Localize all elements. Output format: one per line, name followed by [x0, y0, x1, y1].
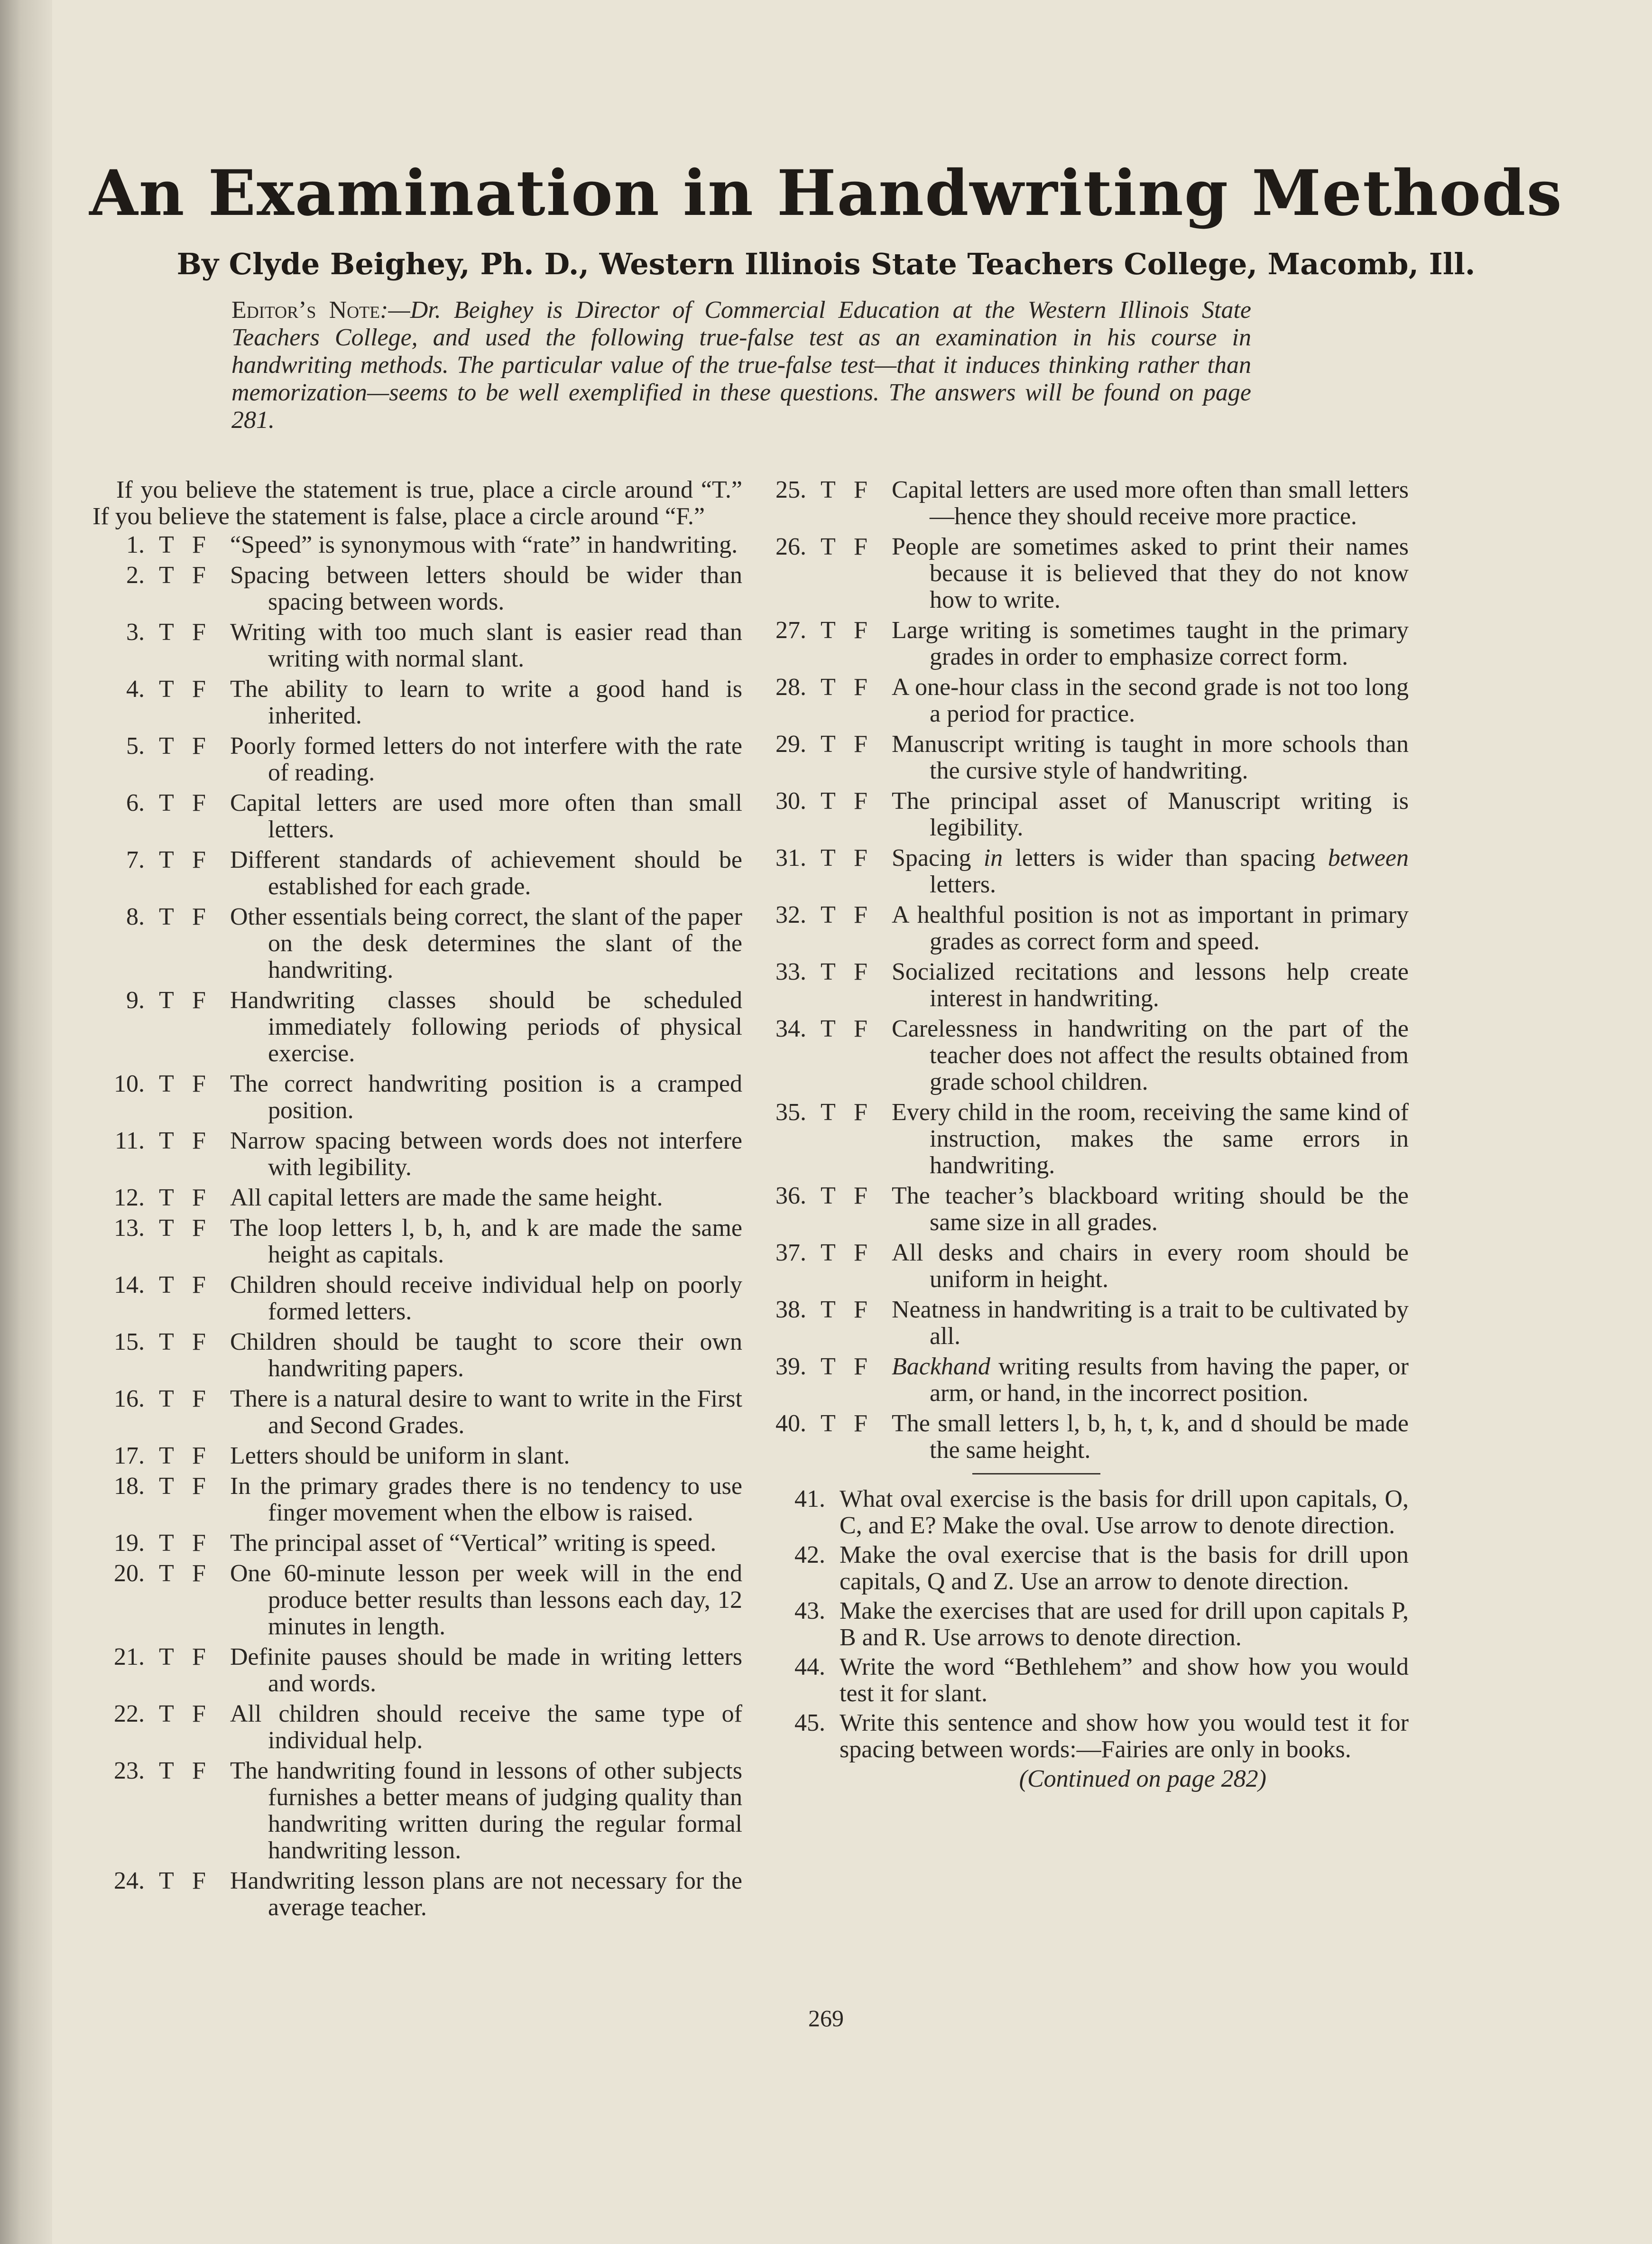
question-text: People are sometimes asked to print their names because it is believed that they do not know how to write.	[892, 533, 1409, 613]
question-number: 24.	[114, 1867, 145, 1894]
false-option: F	[192, 1560, 206, 1587]
false-option: F	[192, 987, 206, 1014]
question-text: Spacing between letters should be wider than spacing between words.	[230, 562, 742, 615]
editors-note	[231, 297, 1251, 434]
question-text: Handwriting lesson plans are not necessary for the average teacher.	[230, 1867, 742, 1921]
question-item	[754, 959, 1409, 1012]
question-text: Definite pauses should be made in writing letters and words.	[230, 1643, 742, 1697]
page-gutter-shadow	[0, 0, 52, 2244]
question-text: All desks and chairs in every room should be uniform in height.	[892, 1239, 1409, 1293]
true-option: T	[821, 1015, 836, 1042]
question-item	[92, 1473, 742, 1526]
false-option: F	[854, 1296, 868, 1323]
true-option: T	[159, 1070, 174, 1097]
question-text: Writing with too much slant is easier read than writing with normal slant.	[230, 619, 742, 672]
question-text: The principal asset of Manuscript writing is legibility.	[892, 788, 1409, 841]
question-number: 38.	[775, 1296, 806, 1323]
question-number: 8.	[126, 903, 145, 930]
question-item	[92, 790, 742, 843]
question-text: Socialized recitations and lessons help create interest in handwriting.	[892, 958, 1409, 1012]
true-option: T	[821, 1410, 836, 1437]
question-item	[754, 788, 1409, 841]
question-number: 36.	[775, 1182, 806, 1209]
true-option: T	[821, 1099, 836, 1126]
question-text: All children should receive the same type of individual help.	[230, 1700, 742, 1754]
question-number: 22.	[114, 1700, 145, 1727]
true-option: T	[821, 1353, 836, 1380]
question-text: Poorly formed letters do not interfere with the rate of reading.	[230, 733, 742, 786]
false-option: F	[192, 1867, 206, 1894]
author-byline: By Clyde Beighey, Ph. D., Western Illinois State Teachers College, Macomb, Ill.	[176, 247, 1476, 281]
question-text: Manuscript writing is taught in more schools than the cursive style of handwriting.	[892, 731, 1409, 784]
question-number: 41.	[794, 1485, 825, 1512]
question-number: 32.	[775, 901, 806, 928]
right-column	[754, 477, 1409, 1792]
question-number: 29.	[775, 731, 806, 758]
false-option: F	[192, 1385, 206, 1412]
question-item	[92, 733, 742, 786]
false-option: F	[192, 1215, 206, 1242]
question-number: 19.	[114, 1530, 145, 1557]
true-option: T	[159, 1328, 174, 1355]
question-text: Narrow spacing between words does not interfere with legibility.	[230, 1127, 742, 1181]
false-option: F	[192, 789, 206, 816]
question-text: Neatness in handwriting is a trait to be cultivated by all.	[892, 1296, 1409, 1350]
question-text: There is a natural desire to want to write in the First and Second Grades.	[230, 1385, 742, 1439]
false-option: F	[854, 1182, 868, 1209]
question-item	[754, 1099, 1409, 1179]
question-item	[92, 532, 742, 558]
true-option: T	[821, 958, 836, 985]
question-text: Letters should be uniform in slant.	[230, 1442, 570, 1469]
false-option: F	[192, 1473, 206, 1500]
question-item	[754, 1016, 1409, 1095]
emphasized-text: between	[1328, 844, 1409, 872]
false-option: F	[854, 1353, 868, 1380]
written-question-item	[754, 1542, 1409, 1595]
false-option: F	[192, 846, 206, 873]
question-number: 16.	[114, 1385, 145, 1412]
false-option: F	[192, 1442, 206, 1469]
question-number: 12.	[114, 1184, 145, 1211]
question-number: 4.	[126, 676, 145, 703]
question-item	[92, 1185, 742, 1211]
question-number: 13.	[114, 1215, 145, 1242]
true-option: T	[159, 1184, 174, 1211]
question-text: Make the oval exercise that is the basis for drill upon capitals, Q and Z. Use an arrow to denote direction.	[840, 1541, 1409, 1595]
false-option: F	[854, 1015, 868, 1042]
question-text: Large writing is sometimes taught in the primary grades in order to emphasize correct form.	[892, 617, 1409, 670]
question-number: 11.	[114, 1127, 145, 1154]
false-option: F	[192, 1127, 206, 1154]
question-item	[92, 1530, 742, 1557]
question-number: 14.	[114, 1271, 145, 1298]
question-text-part: Spacing	[892, 844, 984, 872]
false-option: F	[854, 958, 868, 985]
written-question-item	[754, 1598, 1409, 1651]
true-option: T	[821, 731, 836, 758]
question-text: Different standards of achievement should be established for each grade.	[230, 846, 742, 900]
continued-note: (Continued on page 282)	[1019, 1765, 1266, 1792]
question-item	[92, 1128, 742, 1181]
false-option: F	[854, 674, 868, 701]
false-option: F	[854, 844, 868, 872]
question-number: 33.	[775, 958, 806, 985]
true-option: T	[159, 1385, 174, 1412]
question-number: 9.	[126, 987, 145, 1014]
question-text: The small letters l, b, h, t, k, and d should be made the same height.	[892, 1410, 1409, 1464]
question-item	[92, 1386, 742, 1439]
question-text: Children should be taught to score their own handwriting papers.	[230, 1328, 742, 1382]
question-text: What oval exercise is the basis for drill upon capitals, O, C, and E? Make the oval. Use arrow to denote direction.	[840, 1485, 1409, 1539]
question-number: 15.	[114, 1328, 145, 1355]
question-text: “Speed” is synonymous with “rate” in handwriting.	[230, 531, 738, 558]
written-questions-list	[754, 1486, 1409, 1763]
question-item	[754, 1354, 1409, 1407]
left-column	[92, 477, 742, 1925]
false-option: F	[192, 1070, 206, 1097]
false-option: F	[192, 1271, 206, 1298]
question-item	[92, 1701, 742, 1754]
true-option: T	[821, 844, 836, 872]
question-text: The handwriting found in lessons of other subjects furnishes a better means of judging quality than handwriting written during the regular formal handwriting lesson.	[230, 1757, 742, 1864]
question-text: Other essentials being correct, the slant of the paper on the desk determines the slant of the handwriting.	[230, 903, 742, 983]
question-number: 3.	[126, 619, 145, 646]
question-item	[92, 1443, 742, 1469]
true-option: T	[159, 1700, 174, 1727]
question-item	[92, 1560, 742, 1640]
false-option: F	[854, 788, 868, 815]
true-option: T	[821, 1182, 836, 1209]
true-option: T	[159, 1757, 174, 1784]
emphasized-text: Backhand	[892, 1353, 990, 1380]
question-item	[754, 1297, 1409, 1350]
false-option: F	[192, 676, 206, 703]
true-option: T	[159, 562, 174, 589]
question-number: 10.	[114, 1070, 145, 1097]
true-option: T	[821, 476, 836, 503]
question-text: Write the word “Bethlehem” and show how you would test it for slant.	[840, 1653, 1409, 1707]
true-option: T	[159, 676, 174, 703]
false-option: F	[192, 562, 206, 589]
true-option: T	[159, 1442, 174, 1469]
true-option: T	[159, 1271, 174, 1298]
editors-note-label: Editor’s Note	[231, 297, 380, 324]
article-title: An Examination in Handwriting Methods	[89, 157, 1563, 230]
question-text: Capital letters are used more often than small letters.	[230, 789, 742, 843]
question-item	[754, 731, 1409, 784]
true-option: T	[159, 531, 174, 558]
true-false-list-left	[92, 532, 742, 1921]
true-option: T	[821, 1296, 836, 1323]
true-option: T	[821, 533, 836, 560]
question-text: The teacher’s blackboard writing should be the same size in all grades.	[892, 1182, 1409, 1236]
question-item	[754, 617, 1409, 670]
question-text: Capital letters are used more often than small letters—hence they should receive more practice.	[892, 476, 1409, 530]
false-option: F	[192, 1757, 206, 1784]
true-option: T	[159, 1473, 174, 1500]
question-item	[92, 847, 742, 900]
question-text: In the primary grades there is no tendency to use finger movement when the elbow is raised.	[230, 1473, 742, 1526]
question-text: The loop letters l, b, h, and k are made the same height as capitals.	[230, 1215, 742, 1268]
section-divider	[972, 1473, 1100, 1474]
question-text: Write this sentence and show how you would test it for spacing between words:—Fairies are only in books.	[840, 1709, 1409, 1763]
question-text: Every child in the room, receiving the same kind of instruction, makes the same errors in handwriting.	[892, 1099, 1409, 1179]
true-option: T	[159, 789, 174, 816]
question-item	[92, 619, 742, 672]
question-item	[754, 534, 1409, 613]
true-option: T	[159, 1560, 174, 1587]
true-option: T	[821, 674, 836, 701]
question-number: 21.	[114, 1643, 145, 1670]
true-option: T	[159, 1215, 174, 1242]
false-option: F	[192, 1328, 206, 1355]
question-item	[92, 1071, 742, 1124]
false-option: F	[192, 903, 206, 930]
true-option: T	[159, 846, 174, 873]
emphasized-text: in	[983, 844, 1003, 872]
question-item	[92, 904, 742, 983]
instructions: If you believe the statement is true, place a circle around “T.” If you believe the statement is false, place a circle around “F.”	[92, 476, 742, 530]
question-item	[92, 1272, 742, 1325]
question-number: 20.	[114, 1560, 145, 1587]
question-item	[92, 1329, 742, 1382]
question-number: 31.	[775, 844, 806, 872]
true-option: T	[159, 1127, 174, 1154]
question-text: The correct handwriting position is a cramped position.	[230, 1070, 742, 1124]
question-text: One 60-minute lesson per week will in the end produce better results than lessons each day, 12 minutes in length.	[230, 1560, 742, 1640]
true-option: T	[159, 1530, 174, 1557]
question-number: 28.	[775, 674, 806, 701]
question-number: 26.	[775, 533, 806, 560]
true-false-list-right	[754, 477, 1409, 1464]
question-number: 23.	[114, 1757, 145, 1784]
question-number: 25.	[775, 476, 806, 503]
question-number: 40.	[775, 1410, 806, 1437]
written-question-item	[754, 1710, 1409, 1763]
false-option: F	[854, 1099, 868, 1126]
question-text: All capital letters are made the same height.	[230, 1184, 663, 1211]
false-option: F	[192, 1530, 206, 1557]
false-option: F	[854, 1410, 868, 1437]
question-text: Carelessness in handwriting on the part of the teacher does not affect the results obtained from grade school children.	[892, 1015, 1409, 1095]
question-number: 30.	[775, 788, 806, 815]
false-option: F	[854, 731, 868, 758]
false-option: F	[854, 476, 868, 503]
question-item	[754, 1183, 1409, 1236]
true-option: T	[821, 1239, 836, 1266]
question-item	[92, 1868, 742, 1921]
question-item	[92, 676, 742, 729]
question-number: 17.	[114, 1442, 145, 1469]
false-option: F	[854, 1239, 868, 1266]
editors-note-text: :—Dr. Beighey is Director of Commercial Education at the Western Illinois State Teachers College, and used the following true-false test as an examination in his course in handwriting methods. The particular value of the true-false test—that it induces thinking rather than memorization—seems to be well exemplified in these questions. The answers will be found on page 281.	[231, 297, 1252, 434]
question-item	[92, 1644, 742, 1697]
question-item	[754, 1410, 1409, 1464]
question-item	[754, 845, 1409, 898]
false-option: F	[192, 1700, 206, 1727]
question-text: A one-hour class in the second grade is not too long a period for practice.	[892, 674, 1409, 727]
question-text	[892, 845, 1409, 898]
question-number: 39.	[775, 1353, 806, 1380]
false-option: F	[192, 619, 206, 646]
false-option: F	[854, 617, 868, 644]
written-question-item	[754, 1486, 1409, 1539]
question-text: Children should receive individual help on poorly formed letters.	[230, 1271, 742, 1325]
true-option: T	[159, 733, 174, 760]
question-text: Handwriting classes should be scheduled immediately following periods of physical exercise.	[230, 987, 742, 1067]
question-number: 7.	[126, 846, 145, 873]
question-number: 37.	[775, 1239, 806, 1266]
true-option: T	[159, 1643, 174, 1670]
question-item	[92, 1215, 742, 1268]
question-item	[92, 987, 742, 1067]
question-number: 18.	[114, 1473, 145, 1500]
question-text: The principal asset of “Vertical” writing is speed.	[230, 1530, 717, 1557]
question-item	[754, 477, 1409, 530]
question-number: 43.	[794, 1597, 825, 1624]
question-item	[92, 562, 742, 615]
true-option: T	[159, 903, 174, 930]
written-question-item	[754, 1654, 1409, 1707]
true-option: T	[159, 619, 174, 646]
question-number: 34.	[775, 1015, 806, 1042]
question-item	[754, 674, 1409, 727]
false-option: F	[192, 733, 206, 760]
question-number: 27.	[775, 617, 806, 644]
question-text-part: letters.	[930, 871, 997, 898]
true-option: T	[821, 901, 836, 928]
true-option: T	[821, 617, 836, 644]
question-text: A healthful position is not as important in primary grades as correct form and speed.	[892, 901, 1409, 955]
question-item	[754, 902, 1409, 955]
true-option: T	[821, 788, 836, 815]
false-option: F	[192, 1184, 206, 1211]
page-number: 269	[808, 2005, 844, 2031]
question-text-part: letters is wider than spacing	[1003, 844, 1328, 872]
false-option: F	[854, 901, 868, 928]
question-text: The ability to learn to write a good hand is inherited.	[230, 676, 742, 729]
question-number: 6.	[126, 789, 145, 816]
question-number: 5.	[126, 733, 145, 760]
true-option: T	[159, 1867, 174, 1894]
question-text: Make the exercises that are used for drill upon capitals P, B and R. Use arrows to denote direction.	[840, 1597, 1409, 1651]
question-number: 1.	[126, 531, 145, 558]
false-option: F	[192, 531, 206, 558]
question-item	[754, 1240, 1409, 1293]
false-option: F	[192, 1643, 206, 1670]
false-option: F	[854, 533, 868, 560]
question-item	[92, 1758, 742, 1864]
question-text-part: writing results from having the paper, or arm, or hand, in the incorrect position.	[930, 1353, 1409, 1407]
true-option: T	[159, 987, 174, 1014]
question-number: 44.	[794, 1653, 825, 1680]
question-text	[892, 1354, 1409, 1407]
question-number: 2.	[126, 562, 145, 589]
question-number: 35.	[775, 1099, 806, 1126]
question-number: 45.	[794, 1709, 825, 1736]
question-number: 42.	[794, 1541, 825, 1568]
